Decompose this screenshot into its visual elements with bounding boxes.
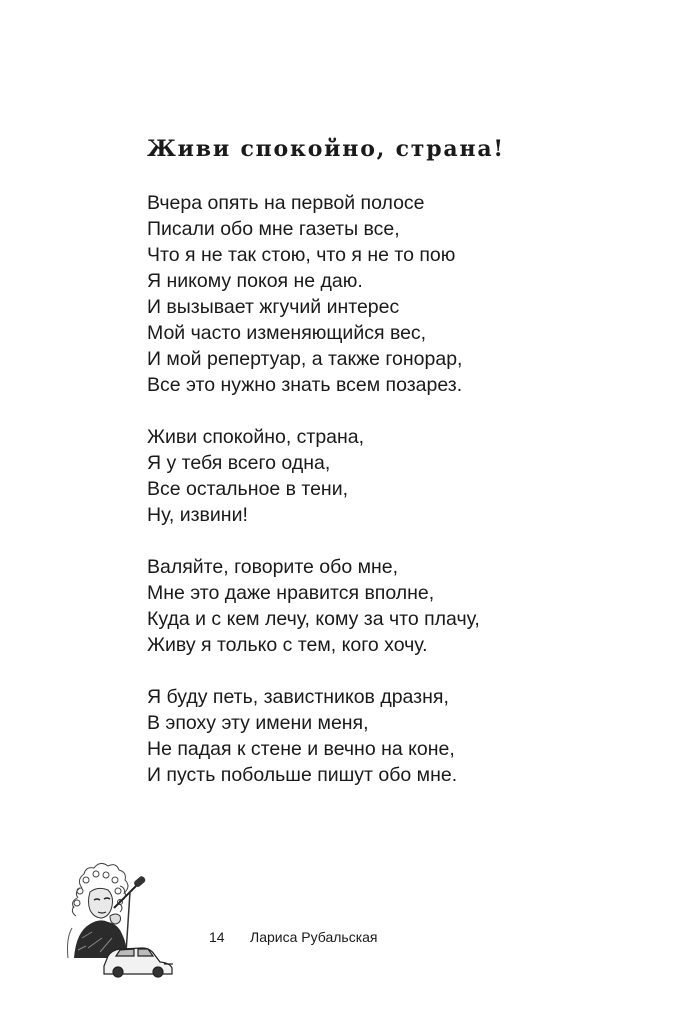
author-name: Лариса Рубальская bbox=[250, 929, 378, 945]
poem-line: И пусть побольше пишут обо мне. bbox=[147, 764, 458, 786]
stanza bbox=[147, 190, 480, 398]
page-number: 14 bbox=[209, 929, 225, 945]
poem-line: Все это нужно знать всем позарез. bbox=[147, 374, 463, 396]
singer-illustration-icon bbox=[60, 858, 178, 978]
stanza bbox=[147, 554, 480, 658]
poem-line: Живу я только с тем, кого хочу. bbox=[147, 634, 428, 656]
poem-line: Куда и с кем лечу, кому за что плачу, bbox=[147, 608, 480, 630]
stanza bbox=[147, 424, 480, 528]
poem-body bbox=[147, 190, 480, 814]
poem-line: Писали обо мне газеты все, bbox=[147, 218, 400, 240]
poem-line: Я буду петь, завистников дразня, bbox=[147, 686, 449, 708]
poem-line: Что я не так стою, что я не то пою bbox=[147, 244, 456, 266]
poem-line: И вызывает жгучий интерес bbox=[147, 296, 400, 318]
poem-line: Вчера опять на первой полосе bbox=[147, 192, 425, 214]
poem-line: Я у тебя всего одна, bbox=[147, 452, 331, 474]
stanza bbox=[147, 684, 480, 788]
poem-line: Валяйте, говорите обо мне, bbox=[147, 556, 399, 578]
poem-line: Все остальное в тени, bbox=[147, 478, 348, 500]
poem-line: В эпоху эту имени меня, bbox=[147, 712, 369, 734]
poem-line: Живи спокойно, страна, bbox=[147, 426, 365, 448]
poem-line: Я никому покоя не даю. bbox=[147, 270, 363, 292]
poem-line: Не падая к стене и вечно на коне, bbox=[147, 738, 455, 760]
poem-line: Мне это даже нравится вполне, bbox=[147, 582, 435, 604]
poem-line: Мой часто изменяющийся вес, bbox=[147, 322, 427, 344]
poem-title: Живи спокойно, страна! bbox=[147, 136, 505, 162]
poem-line: И мой репертуар, а также гонорар, bbox=[147, 348, 463, 370]
poem-line: Ну, извини! bbox=[147, 504, 248, 526]
